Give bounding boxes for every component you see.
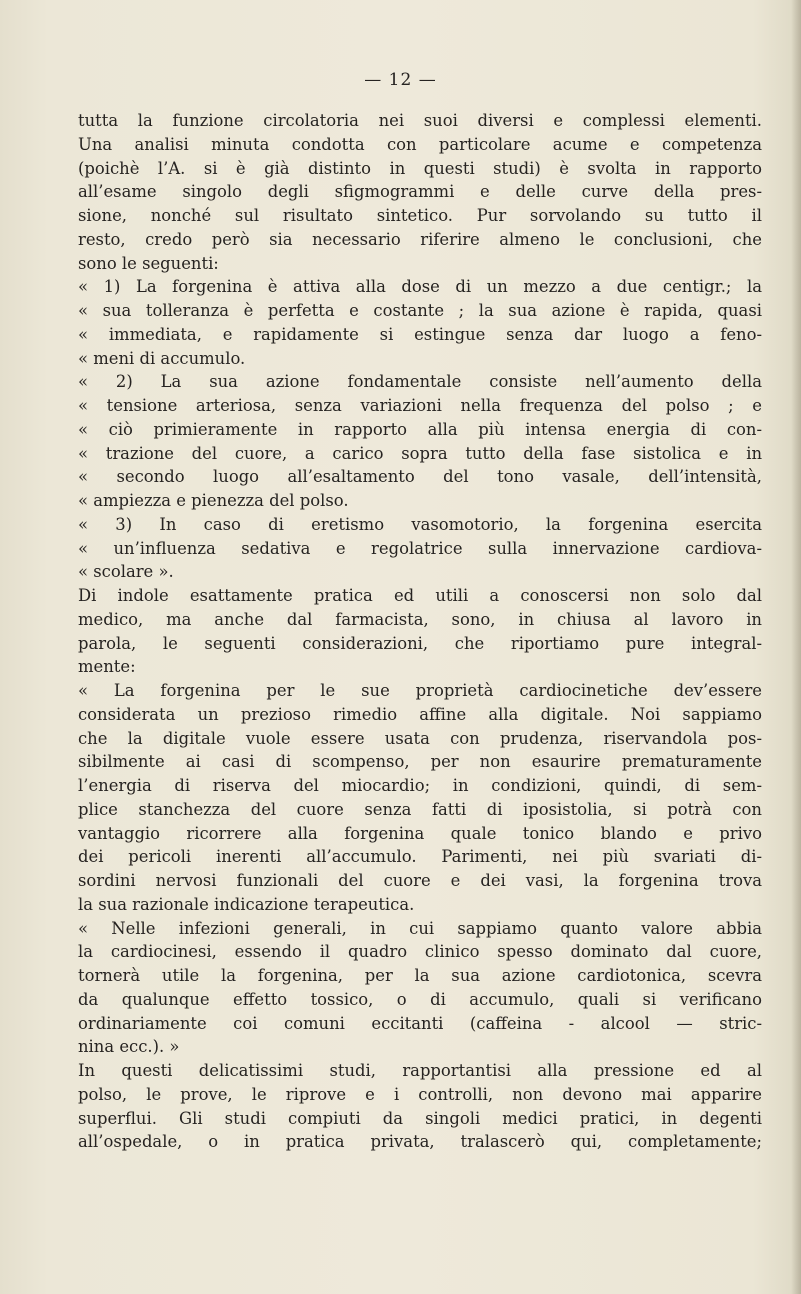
text-line: In questi delicatissimi studi, rapportantisi alla pressione ed al [78,1061,762,1080]
text-line: all’ospedale, o in pratica privata, tralascerò qui, completamente; [78,1132,762,1152]
text-line: « ampiezza e pienezza del polso. [78,491,349,510]
text-line: da qualunque effetto tossico, o di accumulo, quali si verificano [78,989,762,1009]
text-line: « tensione arteriosa, senza variazioni nella frequenza del polso ; e [78,396,762,415]
text-line: Di indole esattamente pratica ed utili a conoscersi non solo dal [78,586,762,605]
text-line: « sua tolleranza è perfetta e costante ; la sua azione è rapida, quasi [78,301,762,320]
page-edge-shadow [791,0,801,1294]
text-line: tutta la funzione circolatoria nei suoi diversi e complessi elementi. [78,111,762,130]
page-number: — 12 — [364,70,437,90]
text-line: « secondo luogo all’esaltamento del tono vasale, dell’intensità, [78,467,762,487]
text-line: sione, nonché sul risultato sintetico. Pur sorvolando su tutto il [78,206,762,225]
text-line: considerata un prezioso rimedio affine alla digitale. Noi sappiamo [78,704,762,724]
text-line: « 3) In caso di eretismo vasomotorio, la forgenina esercita [78,514,762,534]
text-line: « trazione del cuore, a carico sopra tutto della fase sistolica e in [78,443,762,463]
text-line: « 1) La forgenina è attiva alla dose di un mezzo a due centigr.; la [78,277,762,297]
text-line: dei pericoli inerenti all’accumulo. Parimenti, nei più svariati di- [78,847,762,867]
text-line: la sua razionale indicazione terapeutica. [78,894,415,914]
text-line: la cardiocinesi, essendo il quadro clinico spesso dominato dal cuore, [78,942,762,962]
text-line: sono le seguenti: [78,253,219,273]
text-line: sordini nervosi funzionali del cuore e dei vasi, la forgenina trova [78,871,762,890]
text-line: sibilmente ai casi di scompenso, per non esaurire prematuramente [78,752,762,772]
text-line: superflui. Gli studi compiuti da singoli medici pratici, in degenti [78,1108,762,1128]
text-line: all’esame singolo degli sfigmogrammi e delle curve della pres- [78,182,762,202]
text-line: Una analisi minuta condotta con particolare acume e competenza [78,134,762,154]
text-line: polso, le prove, le riprove e i controlli, non devono mai apparire [78,1084,762,1104]
text-line: « 2) La sua azione fondamentale consiste nell’aumento della [78,372,762,392]
text-line: « meni di accumulo. [78,348,246,368]
text-line: « Nelle infezioni generali, in cui sappiamo quanto valore abbia [78,918,762,938]
text-line: l’energia di riserva del miocardio; in condizioni, quindi, di sem- [78,776,762,795]
text-line: « La forgenina per le sue proprietà cardiocinetiche dev’essere [78,681,762,700]
text-line: plice stanchezza del cuore senza fatti di iposistolia, si potrà con [78,799,762,819]
body-text [78,109,762,1154]
text-line: « un’influenza sedativa e regolatrice sulla innervazione cardiova- [78,538,762,558]
text-line: nina ecc.). » [78,1037,180,1057]
text-line: (poichè l’A. si è già distinto in questi studi) è svolta in rapporto [78,158,762,178]
text-line: « scolare ». [78,562,174,582]
text-line: vantaggio ricorrere alla forgenina quale tonico blando e privo [78,823,762,843]
text-line: mente: [78,657,136,677]
text-line: che la digitale vuole essere usata con prudenza, riservandola pos- [78,728,762,748]
text-line: parola, le seguenti considerazioni, che riportiamo pure integral- [78,633,762,653]
text-line: ordinariamente coi comuni eccitanti (caffeina - alcool — stric- [78,1013,762,1033]
text-line: « immediata, e rapidamente si estingue senza dar luogo a feno- [78,324,762,344]
text-line: tornerà utile la forgenina, per la sua azione cardiotonica, scevra [78,966,762,985]
text-line: resto, credo però sia necessario riferire almeno le conclusioni, che [78,229,762,249]
text-line: « ciò primieramente in rapporto alla più intensa energia di con- [78,419,762,439]
text-line: medico, ma anche dal farmacista, sono, in chiusa al lavoro in [78,609,762,629]
